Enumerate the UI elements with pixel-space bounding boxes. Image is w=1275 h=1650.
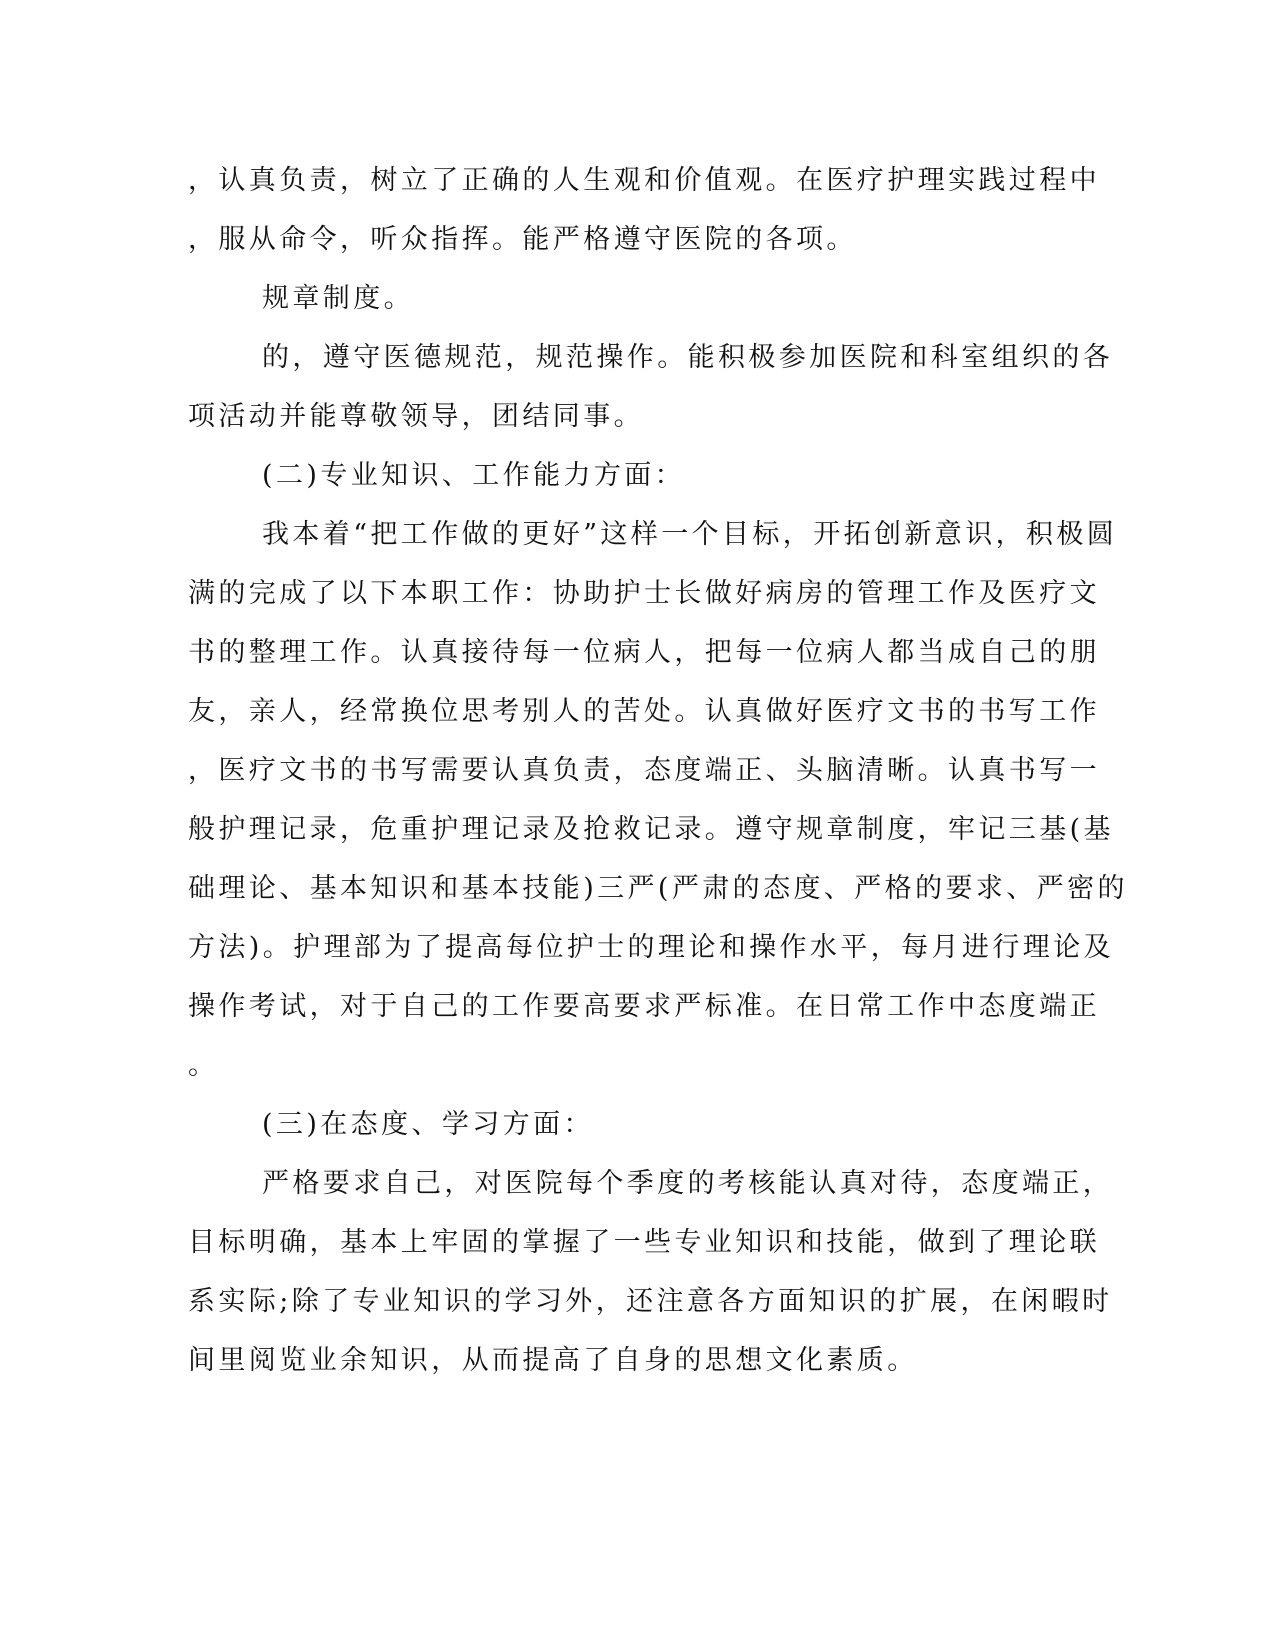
section-heading-3: (三)在态度、学习方面： [262,1109,594,1140]
section-heading-2: (二)专业知识、工作能力方面： [262,460,686,491]
text-line-16: 。 [188,1050,219,1081]
text-line-13: 础理论、基本知识和基本技能)三严(严肃的态度、严格的要求、严密的 [188,873,1128,904]
text-line-21: 间里阅览业余知识，从而提高了自身的思想文化素质。 [188,1345,918,1376]
text-line-9: 书的整理工作。认真接待每一位病人，把每一位病人都当成自己的朋 [188,637,1100,668]
text-line-8: 满的完成了以下本职工作：协助护士长做好病房的管理工作及医疗文 [188,578,1100,609]
text-line-3: 规章制度。 [262,283,414,314]
text-line-1: ，认真负责，树立了正确的人生观和价值观。在医疗护理实践过程中 [188,165,1100,196]
text-line-4: 的，遵守医德规范，规范操作。能积极参加医院和科室组织的各 [262,342,1114,373]
text-line-2: ，服从命令，听众指挥。能严格遵守医院的各项。 [188,224,857,255]
text-line-14: 方法)。护理部为了提高每位护士的理论和操作水平，每月进行理论及 [188,932,1114,963]
text-line-5: 项活动并能尊敬领导，团结同事。 [188,401,644,432]
text-line-19: 目标明确，基本上牢固的掌握了一些专业知识和技能，做到了理论联 [188,1227,1100,1258]
text-line-10: 友，亲人，经常换位思考别人的苦处。认真做好医疗文书的书写工作 [188,696,1100,727]
text-line-7: 我本着“把工作做的更好”这样一个目标，开拓创新意识，积极圆 [262,519,1118,550]
text-line-15: 操作考试，对于自己的工作要高要求严标准。在日常工作中态度端正 [188,991,1100,1022]
text-line-12: 般护理记录，危重护理记录及抢救记录。遵守规章制度，牢记三基(基 [188,814,1114,845]
text-line-18: 严格要求自己，对医院每个季度的考核能认真对待，态度端正， [262,1168,1114,1199]
text-line-11: ，医疗文书的书写需要认真负责，态度端正、头脑清晰。认真书写一 [188,755,1100,786]
text-line-20: 系实际;除了专业知识的学习外，还注意各方面知识的扩展，在闲暇时 [188,1286,1113,1317]
